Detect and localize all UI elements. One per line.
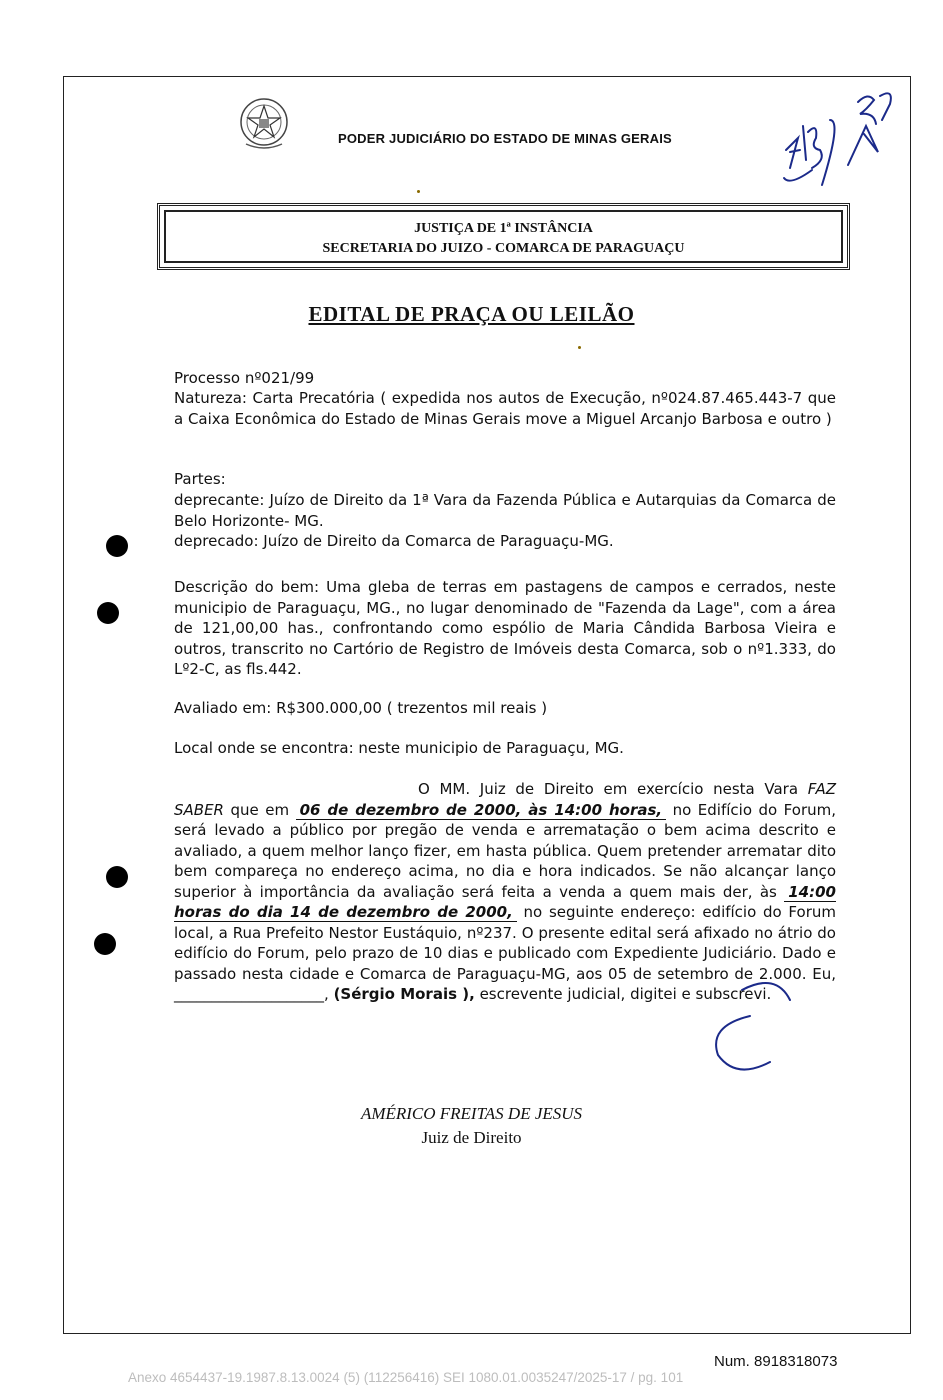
court-authority-header: PODER JUDICIÁRIO DO ESTADO DE MINAS GERAIS — [338, 131, 672, 146]
punch-hole — [106, 535, 128, 557]
appraised-value: Avaliado em: R$300.000,00 ( trezentos mil reais ) — [174, 699, 548, 717]
clerk-role-text: escrevente judicial, digitei e subscrevi. — [474, 985, 772, 1003]
judge-role: Juiz de Direito — [421, 1128, 522, 1147]
edital-body-1: no Edifício do Forum, será levado a público por pregão de venda e arrematação o bem acima descrito e avaliado, a quem melhor lanço fizer, em hasta pública. Quem pretender arrematar dito bem compareça no endereço acima, no dia e hora indicados. Se não alcançar lanço superior à importância da avaliação será feita a venda a quem mais der, às — [174, 800, 836, 901]
parties-label: Partes: — [174, 470, 226, 488]
speck — [417, 190, 420, 193]
judge-signature-block — [0, 1104, 943, 1148]
faz-word: FAZ — [807, 780, 836, 798]
punch-hole — [106, 866, 128, 888]
edital-body-2: no seguinte endereço: edifício do Forum local, a Rua Prefeito Nestor Eustáquio, nº237. O presente edital será afixado no átrio do edifício do Forum, pelo prazo de 10 dias e publicado com Expediente Judiciário. Dado e passado nesta cidade e Comarca de Paraguaçu-MG, aos 05 de setembro de 2.000. Eu, ____________________, — [174, 903, 836, 1003]
judge-name: AMÉRICO FREITAS DE JESUS — [360, 1104, 583, 1123]
party-deprecante: deprecante: Juízo de Direito da 1ª Vara da Fazenda Pública e Autarquias da Comarca de Belo Horizonte- MG. — [174, 491, 836, 530]
edital-text — [174, 779, 836, 1005]
property-description: Descrição do bem: Uma gleba de terras em pastagens de campos e cerrados, neste municipio de Paraguaçu, MG., no lugar denominado de "Fazenda da Lage", com a área de 121,00,00 has., confrontando como espólio de Maria Cândida Barbosa Vieira e outros, transcrito no Cartório de Registro de Imóveis desta Comarca, sob o nº1.333, do Lº2-C, as fls.442. — [174, 578, 836, 678]
document-title: EDITAL DE PRAÇA OU LEILÃO — [308, 302, 635, 326]
punch-hole — [94, 933, 116, 955]
process-nature: Natureza: Carta Precatória ( expedida nos autos de Execução, nº024.87.465.443-7 que a Caixa Econômica do Estado de Minas Gerais move a Miguel Arcanjo Barbosa e outro ) — [174, 389, 836, 428]
second-auction-date: 14:00 horas do dia 14 de dezembro de 2000, — [174, 882, 836, 921]
clerk-name: (Sérgio Morais ), — [333, 985, 475, 1003]
saber-word: SABER — [174, 800, 224, 819]
punch-hole — [97, 602, 119, 624]
document-reference: Anexo 4654437-19.1987.8.13.0024 (5) (112256416) SEI 1080.01.0035247/2025-17 / pg. 101 — [128, 1370, 684, 1385]
que-em-text: que em — [223, 800, 296, 819]
process-number: Processo nº021/99 — [174, 369, 315, 387]
first-auction-date: 06 de dezembro de 2000, às 14:00 horas, — [296, 801, 667, 820]
court-banner — [157, 203, 850, 270]
property-location: Local onde se encontra: neste municipio de Paraguaçu, MG. — [174, 739, 624, 757]
party-deprecado: deprecado: Juízo de Direito da Comarca de Paraguaçu-MG. — [174, 532, 614, 550]
banner-line-instance: JUSTIÇA DE 1ª INSTÂNCIA — [414, 221, 593, 236]
edital-intro: O MM. Juiz de Direito em exercício nesta Vara — [418, 780, 808, 798]
document-number: Num. 8918318073 — [714, 1353, 838, 1370]
banner-line-secretaria: SECRETARIA DO JUIZO - COMARCA DE PARAGUAÇU — [322, 241, 685, 256]
speck — [578, 346, 581, 349]
